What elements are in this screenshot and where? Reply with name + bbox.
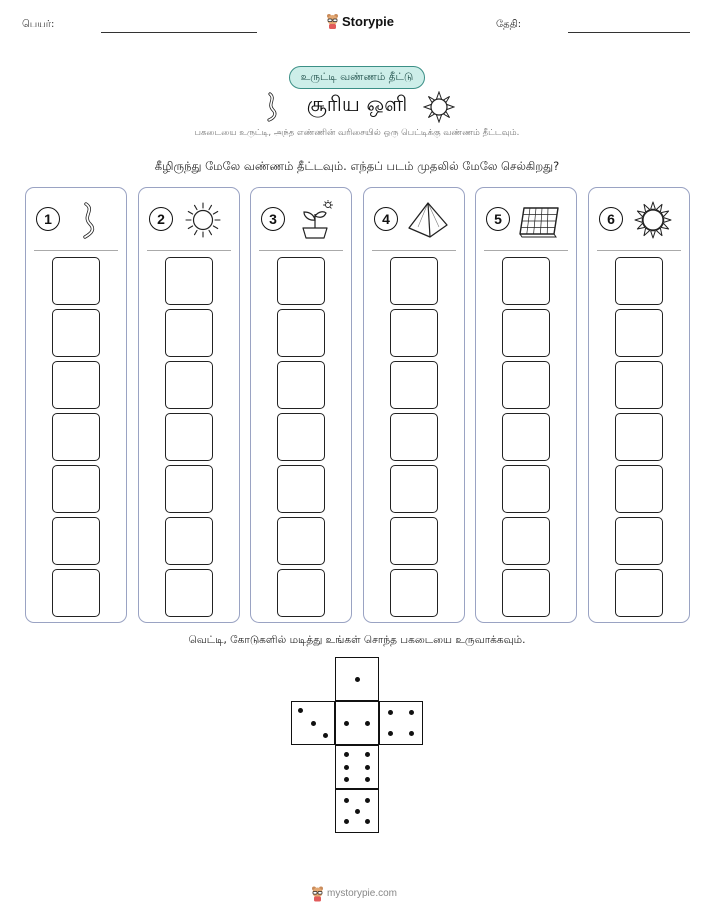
- brand-name: Storypie: [342, 13, 395, 29]
- die-pip: [365, 819, 370, 824]
- column-6: [588, 187, 690, 623]
- name-label: பெயர்:: [22, 19, 55, 30]
- color-box[interactable]: [52, 569, 100, 617]
- color-box[interactable]: [277, 257, 325, 305]
- mascot-icon: [326, 13, 339, 29]
- date-line: [568, 32, 690, 33]
- die-pip: [388, 731, 393, 736]
- die-face-4: [379, 701, 423, 745]
- column-divider: [484, 250, 568, 251]
- column-3: [250, 187, 352, 623]
- die-face-3: [291, 701, 335, 745]
- column-number: 1: [36, 207, 60, 231]
- column-5: [475, 187, 577, 623]
- sun-icon: [423, 91, 455, 123]
- die-pip: [355, 677, 360, 682]
- color-box[interactable]: [502, 465, 550, 513]
- color-box[interactable]: [52, 361, 100, 409]
- color-box[interactable]: [390, 413, 438, 461]
- column-header: [364, 188, 464, 251]
- color-box[interactable]: [615, 309, 663, 357]
- die-pip: [365, 798, 370, 803]
- column-divider: [34, 250, 118, 251]
- solar-panel-icon: [518, 200, 562, 240]
- color-box[interactable]: [390, 361, 438, 409]
- die-face-2: [335, 701, 379, 745]
- mascot-icon: [311, 885, 324, 902]
- color-box[interactable]: [390, 517, 438, 565]
- pyramid-icon: [406, 200, 450, 240]
- color-box[interactable]: [615, 361, 663, 409]
- die-pip: [311, 721, 316, 726]
- sprout-icon: [293, 200, 337, 240]
- die-pip: [344, 752, 349, 757]
- question: கீழிருந்து மேலே வண்ணம் தீட்டவும். எந்தப் படம் முதலில் மேலே செல்கிறது?: [154, 159, 560, 173]
- die-pip: [365, 721, 370, 726]
- column-header: [476, 188, 576, 251]
- column-header: [589, 188, 689, 251]
- color-box[interactable]: [277, 517, 325, 565]
- title-row: [0, 90, 714, 122]
- footer-url: mystorypie.com: [327, 888, 398, 899]
- column-number: 2: [149, 207, 173, 231]
- die-pip: [344, 777, 349, 782]
- color-box[interactable]: [502, 569, 550, 617]
- color-box[interactable]: [277, 309, 325, 357]
- color-box[interactable]: [165, 413, 213, 461]
- sun-icon: [631, 200, 675, 240]
- color-box[interactable]: [277, 465, 325, 513]
- worm-icon: [68, 200, 112, 240]
- color-box[interactable]: [52, 517, 100, 565]
- column-2: [138, 187, 240, 623]
- die-pip: [388, 710, 393, 715]
- color-box[interactable]: [165, 569, 213, 617]
- color-box[interactable]: [390, 465, 438, 513]
- die-pip: [298, 708, 303, 713]
- sun-icon: [181, 200, 225, 240]
- footer: [311, 885, 397, 902]
- subtitle: பகடையை உருட்டி, அந்த எண்ணின் வரிசையில் ஒரு பெட்டிக்கு வண்ணம் தீட்டவும்.: [194, 128, 520, 138]
- column-number: 5: [486, 207, 510, 231]
- column-divider: [372, 250, 456, 251]
- color-box[interactable]: [165, 257, 213, 305]
- column-number: 3: [261, 207, 285, 231]
- color-box[interactable]: [165, 465, 213, 513]
- die-face-1: [335, 657, 379, 701]
- color-box[interactable]: [615, 569, 663, 617]
- die-pip: [355, 809, 360, 814]
- color-box[interactable]: [502, 361, 550, 409]
- color-box[interactable]: [502, 517, 550, 565]
- die-pip: [323, 733, 328, 738]
- color-box[interactable]: [390, 257, 438, 305]
- die-pip: [344, 819, 349, 824]
- color-box[interactable]: [52, 257, 100, 305]
- color-box[interactable]: [502, 257, 550, 305]
- color-box[interactable]: [277, 413, 325, 461]
- color-box[interactable]: [165, 309, 213, 357]
- die-face-6: [335, 745, 379, 789]
- activity-badge: உருட்டி வண்ணம் தீட்டு: [289, 66, 425, 89]
- column-header: [251, 188, 351, 251]
- color-box[interactable]: [390, 309, 438, 357]
- cut-instruction: வெட்டி, கோடுகளில் மடித்து உங்கள் சொந்த பகடையை உருவாக்கவும்.: [188, 634, 526, 646]
- color-box[interactable]: [165, 361, 213, 409]
- column-divider: [259, 250, 343, 251]
- color-box[interactable]: [277, 361, 325, 409]
- die-pip: [409, 731, 414, 736]
- color-box[interactable]: [615, 465, 663, 513]
- die-pip: [409, 710, 414, 715]
- color-box[interactable]: [52, 413, 100, 461]
- name-line: [101, 32, 257, 33]
- color-box[interactable]: [502, 309, 550, 357]
- color-box[interactable]: [52, 465, 100, 513]
- color-box[interactable]: [390, 569, 438, 617]
- color-box[interactable]: [165, 517, 213, 565]
- column-divider: [147, 250, 231, 251]
- page-title: சூரிய ஒளி: [306, 92, 408, 116]
- color-box[interactable]: [52, 309, 100, 357]
- die-pip: [344, 798, 349, 803]
- die-face-5: [335, 789, 379, 833]
- column-4: [363, 187, 465, 623]
- date-label: தேதி:: [496, 19, 522, 30]
- die-pip: [344, 765, 349, 770]
- column-number: 6: [599, 207, 623, 231]
- brand-logo: [326, 13, 394, 29]
- color-box[interactable]: [615, 413, 663, 461]
- die-pip: [365, 777, 370, 782]
- color-box[interactable]: [615, 517, 663, 565]
- column-1: [25, 187, 127, 623]
- column-divider: [597, 250, 681, 251]
- column-header: [139, 188, 239, 251]
- die-pip: [365, 765, 370, 770]
- column-number: 4: [374, 207, 398, 231]
- die-pip: [365, 752, 370, 757]
- color-box[interactable]: [502, 413, 550, 461]
- die-pip: [344, 721, 349, 726]
- color-box[interactable]: [615, 257, 663, 305]
- color-box[interactable]: [277, 569, 325, 617]
- column-header: [26, 188, 126, 251]
